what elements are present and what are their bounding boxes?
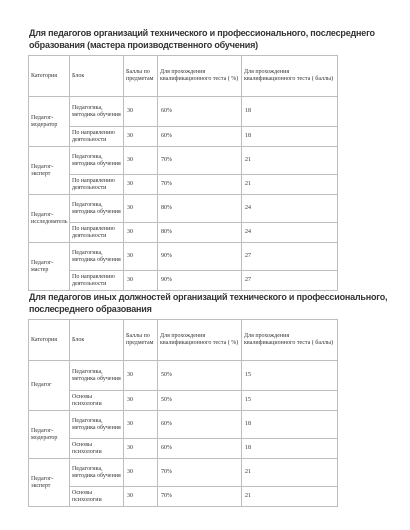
header-block: Блок (70, 56, 124, 97)
section-2-table (28, 319, 338, 507)
score-cell: 18 (242, 97, 338, 127)
category-cell: Педагог-модератор (29, 97, 70, 147)
table-row (29, 195, 338, 223)
score-cell: 18 (242, 439, 338, 459)
percent-cell: 90% (158, 243, 242, 271)
table-row (29, 175, 338, 195)
percent-cell: 80% (158, 223, 242, 243)
table-row (29, 127, 338, 147)
points-cell: 30 (124, 391, 158, 411)
category-cell: Педагог-эксперт (29, 459, 70, 507)
table-row (29, 361, 338, 391)
block-cell: По направлению деятельности (70, 127, 124, 147)
percent-cell: 70% (158, 487, 242, 507)
score-cell: 18 (242, 127, 338, 147)
table-row (29, 439, 338, 459)
percent-cell: 50% (158, 391, 242, 411)
points-cell: 30 (124, 271, 158, 291)
table-row (29, 271, 338, 291)
score-cell: 21 (242, 459, 338, 487)
block-cell: По направлению деятельности (70, 271, 124, 291)
block-cell: Педагогика, методика обучения (70, 147, 124, 175)
percent-cell: 90% (158, 271, 242, 291)
points-cell: 30 (124, 127, 158, 147)
block-cell: По направлению деятельности (70, 175, 124, 195)
category-cell: Педагог-модератор (29, 411, 70, 459)
block-cell: Основы психологии (70, 439, 124, 459)
block-cell: Педагогика, методика обучения (70, 243, 124, 271)
percent-cell: 60% (158, 127, 242, 147)
category-cell: Педагог-исследователь (29, 195, 70, 243)
header-points: Баллы по предметам (124, 320, 158, 361)
score-cell: 21 (242, 147, 338, 175)
section-2-title: Для педагогов иных должностей организаций технического и профессионального, послесреднего образования (29, 292, 388, 314)
category-cell: Педагог-эксперт (29, 147, 70, 195)
points-cell: 30 (124, 97, 158, 127)
table-header-row (29, 56, 338, 97)
header-percent: Для прохождения квалификационного теста ( %) (158, 56, 242, 97)
block-cell: Педагогика, методика обучения (70, 97, 124, 127)
category-cell: Педагог (29, 361, 70, 411)
score-cell: 27 (242, 271, 338, 291)
score-cell: 24 (242, 223, 338, 243)
percent-cell: 70% (158, 459, 242, 487)
percent-cell: 80% (158, 195, 242, 223)
points-cell: 30 (124, 459, 158, 487)
block-cell: Педагогика, методика обучения (70, 459, 124, 487)
points-cell: 30 (124, 487, 158, 507)
block-cell: Основы психологии (70, 487, 124, 507)
percent-cell: 60% (158, 97, 242, 127)
percent-cell: 70% (158, 175, 242, 195)
table-row (29, 243, 338, 271)
header-category: Категория (29, 320, 70, 361)
table-row (29, 223, 338, 243)
category-cell: Педагог-мастер (29, 243, 70, 291)
score-cell: 15 (242, 391, 338, 411)
table-row (29, 411, 338, 439)
points-cell: 30 (124, 175, 158, 195)
percent-cell: 60% (158, 411, 242, 439)
block-cell: Педагогика, методика обучения (70, 361, 124, 391)
header-points: Баллы по предметам (124, 56, 158, 97)
table-header-row (29, 320, 338, 361)
score-cell: 27 (242, 243, 338, 271)
percent-cell: 70% (158, 147, 242, 175)
header-category: Категория (29, 56, 70, 97)
score-cell: 24 (242, 195, 338, 223)
table-row (29, 459, 338, 487)
points-cell: 30 (124, 195, 158, 223)
header-percent: Для прохождения квалификационного теста ( %) (158, 320, 242, 361)
block-cell: По направлению деятельности (70, 223, 124, 243)
percent-cell: 50% (158, 361, 242, 391)
header-score: Для прохождения квалификационного теста ( баллы) (242, 320, 338, 361)
score-cell: 15 (242, 361, 338, 391)
score-cell: 18 (242, 411, 338, 439)
table-row (29, 391, 338, 411)
table-row (29, 147, 338, 175)
points-cell: 30 (124, 439, 158, 459)
score-cell: 21 (242, 175, 338, 195)
section-1-title: Для педагогов организаций технического и профессионального, послесреднего образования (мастера производственного обучения) (29, 28, 375, 50)
points-cell: 30 (124, 411, 158, 439)
table-row (29, 97, 338, 127)
table-row (29, 487, 338, 507)
score-cell: 21 (242, 487, 338, 507)
block-cell: Педагогика, методика обучения (70, 195, 124, 223)
points-cell: 30 (124, 361, 158, 391)
points-cell: 30 (124, 223, 158, 243)
block-cell: Педагогика, методика обучения (70, 411, 124, 439)
percent-cell: 60% (158, 439, 242, 459)
header-block: Блок (70, 320, 124, 361)
section-1-table (28, 55, 338, 291)
block-cell: Основы психологии (70, 391, 124, 411)
header-score: Для прохождения квалификационного теста ( баллы) (242, 56, 338, 97)
points-cell: 30 (124, 243, 158, 271)
points-cell: 30 (124, 147, 158, 175)
